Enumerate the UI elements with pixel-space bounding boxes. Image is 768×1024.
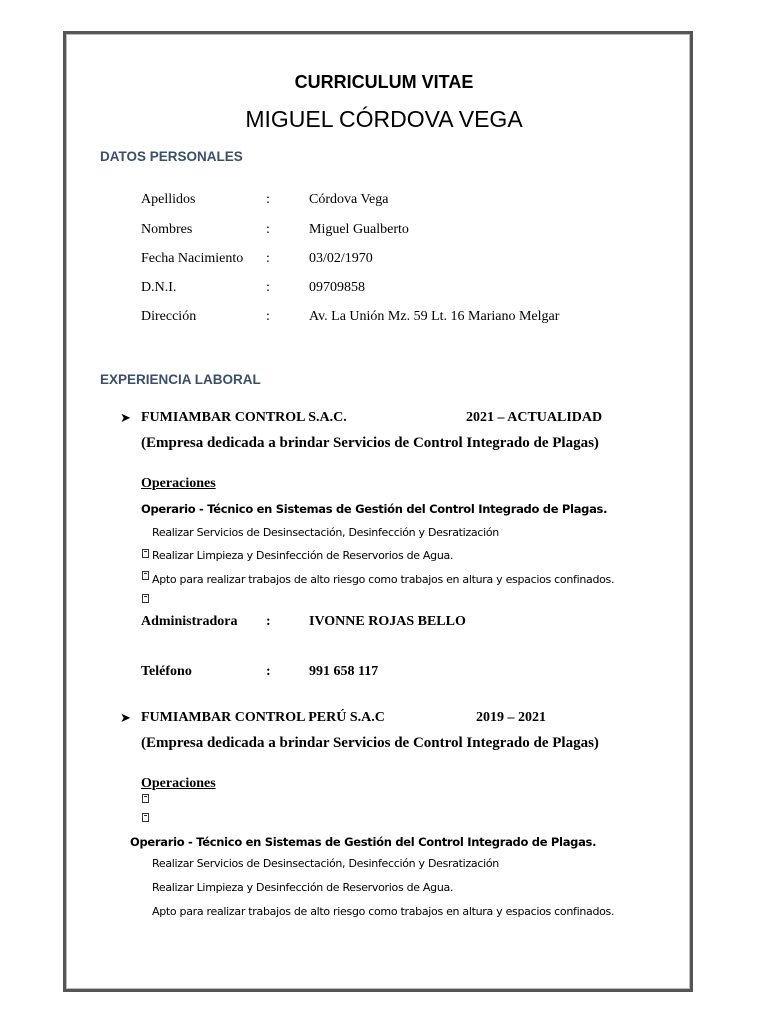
- job-role: Operario - Técnico en Sistemas de Gestión del Control Integrado de Plagas.: [141, 502, 608, 516]
- label-fecha-nacimiento: Fecha Nacimiento: [141, 251, 244, 266]
- job-task: Apto para realizar trabajos de alto riesgo como trabajos en altura y espacios confinados.: [152, 573, 615, 586]
- missing-glyph-icon: [142, 790, 149, 808]
- arrow-bullet-icon: ➤: [120, 410, 131, 425]
- arrow-bullet-icon: ➤: [120, 710, 131, 725]
- job-task: Realizar Limpieza y Desinfección de Reservorios de Agua.: [152, 549, 454, 562]
- job-period: 2021 – ACTUALIDAD: [466, 410, 603, 425]
- document-title: CURRICULUM VITAE: [294, 72, 474, 92]
- job-area: Operaciones: [141, 776, 216, 791]
- separator: :: [266, 222, 270, 237]
- missing-glyph-icon: [142, 590, 149, 608]
- label-dni: D.N.I.: [141, 280, 177, 295]
- missing-glyph-icon: [142, 809, 149, 827]
- separator: :: [266, 664, 271, 679]
- phone-value: 991 658 117: [309, 664, 379, 679]
- company-name: FUMIAMBAR CONTROL S.A.C.: [141, 410, 347, 425]
- job-period: 2019 – 2021: [476, 710, 546, 725]
- value-direccion: Av. La Unión Mz. 59 Lt. 16 Mariano Melgar: [309, 309, 560, 324]
- value-nombres: Miguel Gualberto: [309, 222, 409, 237]
- job-area: Operaciones: [141, 476, 216, 491]
- label-apellidos: Apellidos: [141, 192, 196, 207]
- job-task: Realizar Servicios de Desinsectación, Desinfección y Desratización: [152, 526, 499, 539]
- label-direccion: Dirección: [141, 309, 197, 324]
- separator: :: [266, 309, 270, 324]
- value-dni: 09709858: [309, 280, 365, 295]
- job-task: Realizar Limpieza y Desinfección de Reservorios de Agua.: [152, 881, 454, 894]
- missing-glyph-icon: [142, 567, 149, 585]
- separator: :: [266, 192, 270, 207]
- separator: :: [266, 280, 270, 295]
- section-heading-experience: EXPERIENCIA LABORAL: [100, 372, 261, 387]
- section-heading-personal: DATOS PERSONALES: [100, 149, 243, 164]
- company-name: FUMIAMBAR CONTROL PERÚ S.A.C: [141, 710, 385, 725]
- separator: :: [266, 614, 271, 629]
- separator: :: [266, 251, 270, 266]
- phone-label: Teléfono: [141, 664, 192, 679]
- job-role: Operario - Técnico en Sistemas de Gestión del Control Integrado de Plagas.: [130, 835, 597, 849]
- missing-glyph-icon: [142, 545, 149, 563]
- label-nombres: Nombres: [141, 222, 193, 237]
- job-task: Realizar Servicios de Desinsectación, Desinfección y Desratización: [152, 857, 499, 870]
- admin-value: IVONNE ROJAS BELLO: [309, 614, 466, 629]
- company-description: (Empresa dedicada a brindar Servicios de Control Integrado de Plagas): [141, 735, 599, 751]
- value-fecha-nacimiento: 03/02/1970: [309, 251, 373, 266]
- company-description: (Empresa dedicada a brindar Servicios de Control Integrado de Plagas): [141, 435, 599, 451]
- person-name: MIGUEL CÓRDOVA VEGA: [245, 106, 523, 132]
- admin-label: Administradora: [141, 614, 238, 629]
- job-task: Apto para realizar trabajos de alto riesgo como trabajos en altura y espacios confinados.: [152, 905, 615, 918]
- value-apellidos: Córdova Vega: [309, 192, 389, 207]
